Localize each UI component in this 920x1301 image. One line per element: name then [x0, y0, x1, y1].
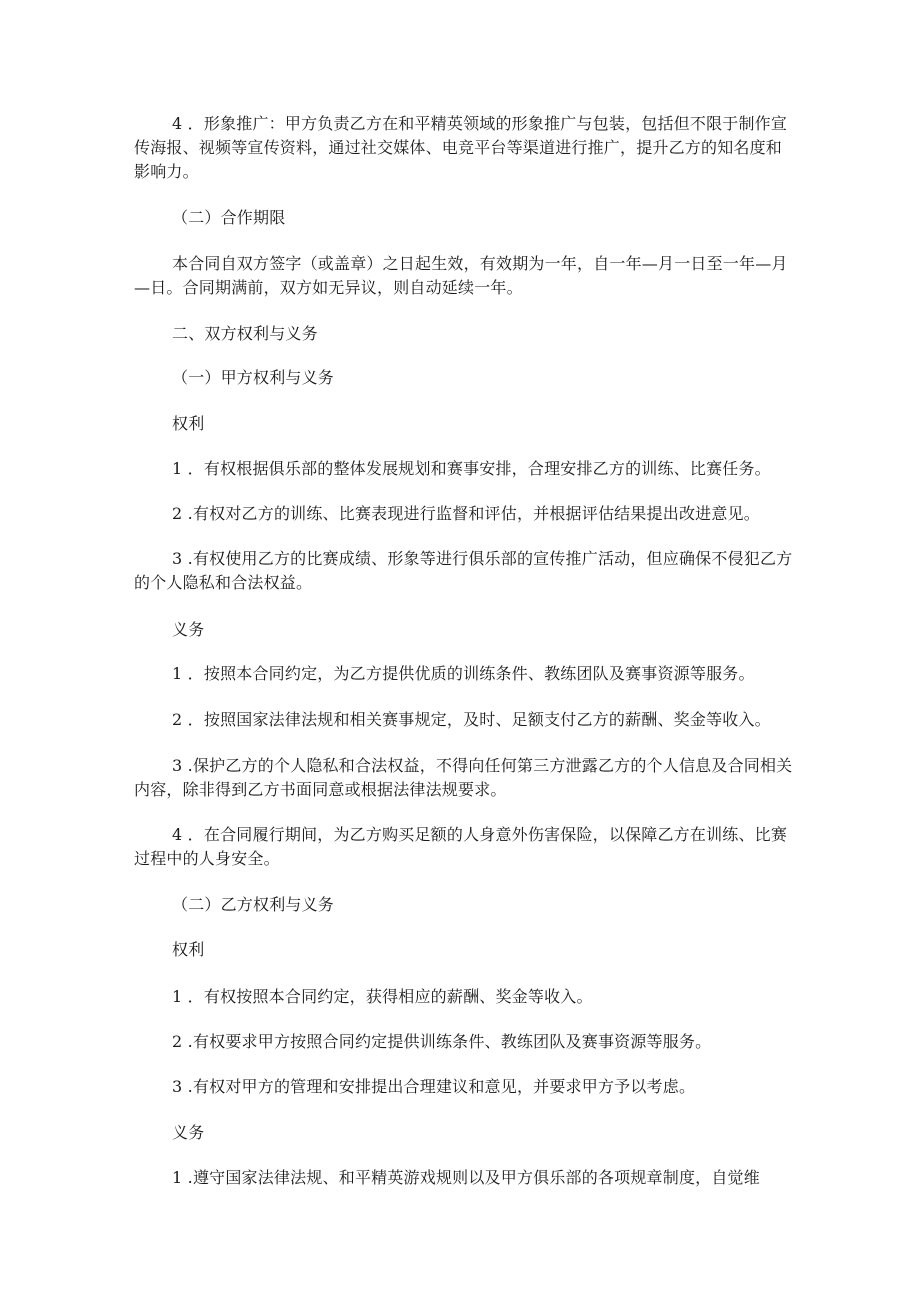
heading-party-b-rights-obligations: （二）乙方权利与义务: [172, 895, 335, 914]
heading-party-a-rights-obligations: （一）甲方权利与义务: [172, 368, 335, 387]
clause-image-promotion: 4 ．形象推广：甲方负责乙方在和平精英领域的形象推广与包装，包括但不限于制作宣传海报、视频等宣传资料，通过社交媒体、电竞平台等渠道进行推广，提升乙方的知名度和影响力。: [134, 114, 788, 181]
party-a-obligation-1: 1 ．按照本合同约定，为乙方提供优质的训练条件、教练团队及赛事资源等服务。: [172, 664, 755, 683]
heading-party-a-rights: 权利: [172, 414, 205, 433]
party-b-obligation-1: 1 .遵守国家法律法规、和平精英游戏规则以及甲方俱乐部的各项规章制度，自觉维: [172, 1168, 760, 1187]
party-a-obligation-4: 4 ．在合同履行期间，为乙方购买足额的人身意外伤害保险，以保障乙方在训练、比赛过程中的人身安全。: [134, 825, 788, 868]
party-b-right-2: 2 .有权要求甲方按照合同约定提供训练条件、教练团队及赛事资源等服务。: [172, 1032, 712, 1051]
party-a-obligation-2: 2 ．按照国家法律法规和相关赛事规定，及时、足额支付乙方的薪酬、奖金等收入。: [172, 710, 771, 729]
party-b-right-1: 1 ．有权按照本合同约定，获得相应的薪酬、奖金等收入。: [172, 987, 593, 1006]
paragraph-contract-validity: 本合同自双方签字（或盖章）之日起生效，有效期为一年，自一年—月一日至一年—月—日。合同期满前，双方如无异议，则自动延续一年。: [134, 254, 788, 297]
party-a-right-2: 2 .有权对乙方的训练、比赛表现进行监督和评估，并根据评估结果提出改进意见。: [172, 504, 760, 523]
heading-cooperation-term: （二）合作期限: [172, 208, 286, 227]
heading-party-a-obligations: 义务: [172, 620, 205, 639]
party-a-obligation-3: 3 .保护乙方的个人隐私和合法权益，不得向任何第三方泄露乙方的个人信息及合同相关内容，除非得到乙方书面同意或根据法律法规要求。: [134, 756, 793, 799]
heading-party-b-rights: 权利: [172, 940, 205, 959]
party-b-right-3: 3 .有权对甲方的管理和安排提出合理建议和意见，并要求甲方予以考虑。: [172, 1077, 696, 1096]
party-a-right-3: 3 .有权使用乙方的比赛成绩、形象等进行俱乐部的宣传推广活动，但应确保不侵犯乙方的个人隐私和合法权益。: [134, 549, 793, 592]
heading-rights-obligations: 二、双方权利与义务: [172, 324, 318, 343]
heading-party-b-obligations: 义务: [172, 1123, 205, 1142]
party-a-right-1: 1 ．有权根据俱乐部的整体发展规划和赛事安排，合理安排乙方的训练、比赛任务。: [172, 459, 771, 478]
